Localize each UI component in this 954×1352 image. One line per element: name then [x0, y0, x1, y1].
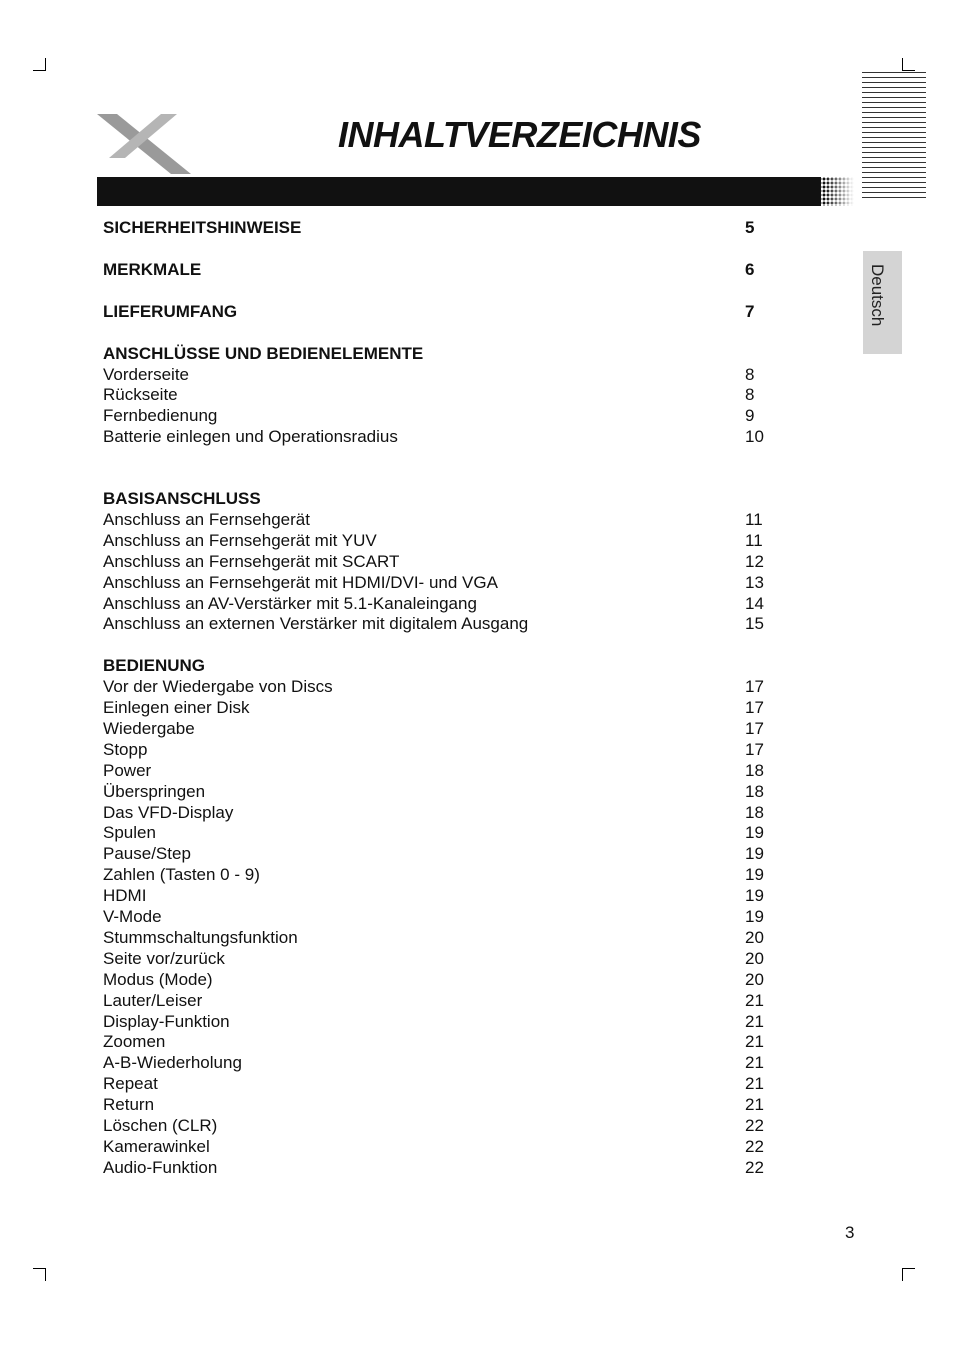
toc-heading-label: BASISANSCHLUSS: [103, 489, 261, 509]
toc-heading: [103, 489, 783, 510]
toc-entry-label: V-Mode: [103, 907, 162, 927]
toc-page-number: 19: [745, 865, 764, 885]
page-number: 3: [845, 1223, 855, 1242]
toc-page-number: 19: [745, 823, 764, 843]
toc-page-number: 11: [745, 530, 763, 550]
toc-entry-label: Kamerawinkel: [103, 1136, 210, 1156]
toc-entry[interactable]: [103, 510, 783, 531]
toc-entry-label: Vor der Wiedergabe von Discs: [103, 677, 333, 697]
toc-page-number: 21: [745, 1011, 764, 1031]
toc-entry[interactable]: [103, 365, 783, 386]
toc-entry[interactable]: [103, 385, 783, 406]
toc-page-number: 18: [745, 781, 764, 801]
toc-page-number: 18: [745, 760, 764, 780]
toc-page-number: 18: [745, 802, 764, 822]
crop-mark-bottom-right: [902, 1268, 915, 1281]
table-of-contents: [103, 218, 783, 1179]
crop-mark-top-right: [902, 58, 915, 71]
title-bar: [97, 177, 821, 206]
toc-entry[interactable]: [103, 406, 783, 427]
toc-page-number: 9: [745, 406, 755, 426]
toc-entry-label: Das VFD-Display: [103, 802, 234, 822]
toc-entry-label: Spulen: [103, 823, 156, 843]
toc-page-number: 17: [745, 677, 764, 697]
toc-page-number: 13: [745, 572, 764, 592]
toc-page-number: 7: [745, 301, 755, 321]
toc-page-number: 17: [745, 739, 764, 759]
toc-entry[interactable]: [103, 970, 783, 991]
toc-entry[interactable]: [103, 1158, 783, 1179]
toc-entry[interactable]: [103, 782, 783, 803]
toc-entry-label: Anschluss an Fernsehgerät mit YUV: [103, 530, 377, 550]
toc-heading[interactable]: [103, 302, 783, 323]
toc-entry[interactable]: [103, 1116, 783, 1137]
toc-entry-label: Anschluss an AV-Verstärker mit 5.1-Kanaleingang: [103, 593, 477, 613]
toc-page-number: 8: [745, 364, 755, 384]
toc-page-number: 14: [745, 593, 764, 613]
toc-page-number: 22: [745, 1136, 764, 1156]
toc-entry-label: Return: [103, 1095, 155, 1115]
toc-heading-label: BEDIENUNG: [103, 656, 206, 676]
toc-page-number: 22: [745, 1115, 764, 1135]
toc-entry-label: Anschluss an Fernsehgerät: [103, 510, 310, 530]
toc-entry-label: Seite vor/zurück: [103, 948, 225, 968]
toc-entry[interactable]: [103, 949, 783, 970]
toc-page-number: 21: [745, 990, 764, 1010]
toc-entry-label: Repeat: [103, 1074, 158, 1094]
toc-entry[interactable]: [103, 531, 783, 552]
toc-entry-label: Vorderseite: [103, 364, 189, 384]
toc-entry-label: Rückseite: [103, 385, 178, 405]
toc-page-number: 20: [745, 927, 764, 947]
toc-entry[interactable]: [103, 1012, 783, 1033]
toc-entry[interactable]: [103, 991, 783, 1012]
toc-entry-label: Stummschaltungsfunktion: [103, 927, 298, 947]
toc-page-number: 15: [745, 614, 764, 634]
toc-page-number: 19: [745, 886, 764, 906]
toc-entry-label: Power: [103, 760, 152, 780]
toc-entry[interactable]: [103, 844, 783, 865]
toc-entry[interactable]: [103, 614, 783, 635]
toc-entry[interactable]: [103, 552, 783, 573]
language-tab-label: Deutsch: [868, 264, 887, 327]
toc-page-number: 20: [745, 969, 764, 989]
toc-entry-label: Anschluss an Fernsehgerät mit HDMI/DVI- und VGA: [103, 572, 498, 592]
toc-entry-label: Überspringen: [103, 781, 206, 801]
toc-entry-label: Lauter/Leiser: [103, 990, 203, 1010]
toc-entry-label: A-B-Wiederholung: [103, 1053, 242, 1073]
toc-page-number: 21: [745, 1074, 764, 1094]
toc-entry-label: Zoomen: [103, 1032, 166, 1052]
toc-entry[interactable]: [103, 823, 783, 844]
toc-entry-label: Batterie einlegen und Operationsradius: [103, 427, 398, 447]
toc-entry-label: Anschluss an Fernsehgerät mit SCART: [103, 551, 400, 571]
toc-entry[interactable]: [103, 1074, 783, 1095]
toc-page-number: 21: [745, 1053, 764, 1073]
page-title: INHALTVERZEICHNIS: [338, 114, 701, 155]
toc-entry[interactable]: [103, 1095, 783, 1116]
toc-heading[interactable]: [103, 260, 783, 281]
toc-entry[interactable]: [103, 677, 783, 698]
x-logo-icon: [95, 110, 195, 176]
toc-page-number: 6: [745, 259, 755, 279]
toc-entry-label: Stopp: [103, 739, 148, 759]
toc-heading: [103, 656, 783, 677]
toc-entry-label: Löschen (CLR): [103, 1115, 218, 1135]
toc-heading[interactable]: [103, 218, 783, 239]
toc-page-number: 19: [745, 907, 764, 927]
toc-page-number: 12: [745, 551, 764, 571]
toc-heading-label: SICHERHEITSHINWEISE: [103, 218, 302, 237]
toc-page-number: 17: [745, 698, 764, 718]
title-bar-halftone: [818, 177, 854, 206]
toc-entry[interactable]: [103, 1053, 783, 1074]
toc-entry-label: Pause/Step: [103, 844, 191, 864]
toc-page-number: 22: [745, 1157, 764, 1177]
toc-entry[interactable]: [103, 740, 783, 761]
toc-page-number: 20: [745, 948, 764, 968]
toc-entry-label: Einlegen einer Disk: [103, 698, 250, 718]
toc-entry[interactable]: [103, 1137, 783, 1158]
crop-mark-bottom-left: [33, 1268, 46, 1281]
toc-entry-label: Modus (Mode): [103, 969, 213, 989]
toc-heading-label: MERKMALE: [103, 259, 202, 279]
toc-page-number: 10: [745, 427, 764, 447]
toc-entry[interactable]: [103, 907, 783, 928]
toc-entry-label: Wiedergabe: [103, 719, 195, 739]
decorative-stripes: [862, 72, 926, 198]
toc-entry-label: Display-Funktion: [103, 1011, 230, 1031]
toc-page-number: 21: [745, 1095, 764, 1115]
toc-heading-label: LIEFERUMFANG: [103, 301, 238, 321]
toc-entry[interactable]: [103, 573, 783, 594]
toc-entry[interactable]: [103, 594, 783, 615]
toc-entry[interactable]: [103, 719, 783, 740]
toc-entry[interactable]: [103, 886, 783, 907]
toc-entry[interactable]: [103, 1032, 783, 1053]
toc-entry[interactable]: [103, 427, 783, 448]
toc-entry[interactable]: [103, 803, 783, 824]
toc-heading-label: ANSCHLÜSSE UND BEDIENELEMENTE: [103, 343, 424, 363]
toc-page-number: 8: [745, 385, 755, 405]
toc-entry[interactable]: [103, 761, 783, 782]
toc-entry-label: Anschluss an externen Verstärker mit digitalem Ausgang: [103, 614, 529, 634]
toc-entry-label: Audio-Funktion: [103, 1157, 218, 1177]
toc-entry[interactable]: [103, 928, 783, 949]
toc-page-number: 17: [745, 719, 764, 739]
toc-entry-label: HDMI: [103, 886, 147, 906]
toc-page-number: 11: [745, 510, 763, 530]
toc-page-number: 5: [745, 218, 755, 237]
toc-entry-label: Fernbedienung: [103, 406, 218, 426]
toc-entry-label: Zahlen (Tasten 0 - 9): [103, 865, 260, 885]
toc-entry[interactable]: [103, 698, 783, 719]
toc-page-number: 21: [745, 1032, 764, 1052]
crop-mark-top-left: [33, 58, 46, 71]
toc-page-number: 19: [745, 844, 764, 864]
toc-heading: [103, 344, 783, 365]
toc-entry[interactable]: [103, 865, 783, 886]
